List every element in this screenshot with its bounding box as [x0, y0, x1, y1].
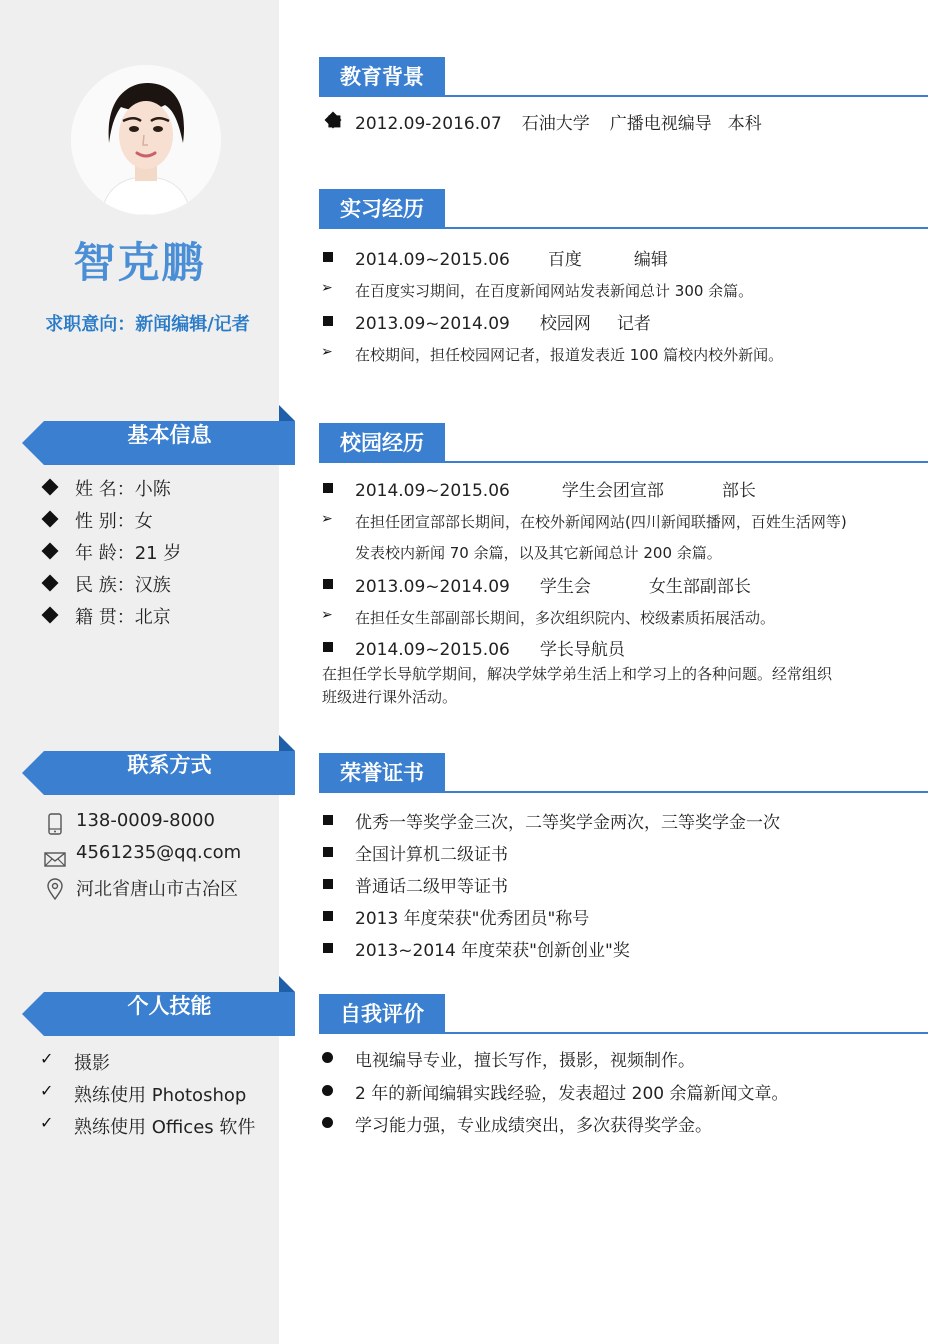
info-label: 年 龄： — [75, 543, 135, 564]
honor-item: 全国计算机二级证书 — [355, 845, 508, 865]
section-title: 校园经历 — [340, 431, 424, 455]
campus-period: 2014.09~2015.06 — [355, 481, 510, 501]
section-tab — [319, 994, 445, 1034]
skill-item: 摄影 — [74, 1053, 110, 1074]
section-title: 自我评价 — [340, 1002, 424, 1026]
info-row-gender — [42, 507, 153, 533]
diamond-bullet-icon — [42, 607, 59, 624]
diamond-bullet-icon — [42, 479, 59, 496]
section-rule — [445, 227, 928, 229]
contact-phone[interactable]: 138-0009-8000 — [76, 810, 215, 831]
square-bullet-icon — [323, 579, 333, 589]
section-rule — [445, 461, 928, 463]
info-label: 民 族： — [75, 575, 135, 596]
internship-desc-1: 在百度实习期间，在百度新闻网站发表新闻总计 300 余篇。 — [355, 282, 754, 300]
info-row-age — [42, 539, 181, 565]
campus-org: 学生会团宣部 — [561, 481, 664, 501]
campus-entry-1 — [355, 476, 756, 501]
info-label: 性 别： — [75, 511, 135, 532]
diamond-bullet-icon — [42, 575, 59, 592]
arrow-bullet-icon: ➢ — [321, 607, 333, 623]
portrait-photo — [71, 65, 221, 215]
contact-email[interactable]: 4561235@qq.com — [76, 842, 242, 863]
internship-org: 校园网 — [539, 314, 591, 334]
arrow-bullet-icon: ➢ — [321, 280, 333, 296]
ribbon-arrow — [22, 992, 44, 1036]
info-row-ethnicity — [42, 571, 171, 597]
section-tab — [319, 423, 445, 463]
info-row-name — [42, 475, 171, 501]
dot-bullet-icon — [322, 1085, 333, 1096]
campus-desc-1a: 在担任团宣部部长期间，在校外新闻网站(四川新闻联播网，百姓生活网等) — [355, 513, 847, 531]
campus-role: 部长 — [721, 481, 756, 501]
avatar — [71, 65, 221, 215]
honor-item: 2013 年度荣获"优秀团员"称号 — [355, 909, 590, 929]
internship-period: 2013.09~2014.09 — [355, 314, 510, 334]
internship-desc-2: 在校期间，担任校园网记者，报道发表近 100 篇校内校外新闻。 — [355, 346, 784, 364]
square-bullet-icon — [323, 879, 333, 889]
self-eval-item: 2 年的新闻编辑实践经验，发表超过 200 余篇新闻文章。 — [355, 1084, 789, 1104]
mail-icon — [44, 848, 66, 870]
section-header-honors — [319, 753, 928, 793]
campus-role: 女生部副部长 — [648, 577, 751, 597]
internship-org: 百度 — [547, 250, 582, 270]
phone-icon — [44, 813, 66, 835]
campus-role: 学长导航员 — [539, 640, 625, 660]
diamond-bullet-icon — [325, 112, 342, 129]
honor-item: 2013~2014 年度荣获"创新创业"奖 — [355, 941, 630, 961]
section-header-basic-info — [22, 410, 295, 454]
section-header-education — [319, 57, 928, 97]
section-header-self-evaluation — [319, 994, 928, 1034]
section-rule — [445, 1032, 928, 1034]
square-bullet-icon — [323, 815, 333, 825]
section-title: 荣誉证书 — [340, 761, 424, 785]
section-header-campus — [319, 423, 928, 463]
info-value: 女 — [134, 511, 153, 532]
ribbon-fold — [279, 976, 295, 992]
info-label: 姓 名： — [75, 479, 135, 500]
square-bullet-icon — [323, 252, 333, 262]
section-title: 实习经历 — [340, 197, 424, 221]
campus-org: 学生会 — [539, 577, 591, 597]
info-label: 籍 贯： — [75, 607, 135, 628]
checkmark-icon: ✓ — [40, 1113, 54, 1132]
campus-desc-3a: 在担任学长导航学期间，解决学妹学弟生活上和学习上的各种问题。经常组织 — [322, 665, 833, 683]
ribbon-fold — [279, 735, 295, 751]
internship-period: 2014.09~2015.06 — [355, 250, 510, 270]
education-degree: 本科 — [727, 114, 762, 134]
campus-entry-3 — [355, 635, 625, 660]
internship-role: 记者 — [616, 314, 651, 334]
campus-desc-2: 在担任女生部副部长期间，多次组织院内、校级素质拓展活动。 — [355, 609, 776, 627]
checkmark-icon: ✓ — [40, 1049, 54, 1068]
square-bullet-icon — [323, 911, 333, 921]
section-rule — [445, 95, 928, 97]
section-title: 个人技能 — [127, 994, 212, 1018]
honor-item: 普通话二级甲等证书 — [355, 877, 508, 897]
job-objective: 求职意向：新闻编辑/记者 — [45, 314, 250, 335]
skill-item: 熟练使用 Offices 软件 — [74, 1117, 256, 1138]
section-header-skills — [22, 981, 295, 1025]
square-bullet-icon — [323, 316, 333, 326]
education-entry — [355, 109, 762, 134]
campus-desc-1b: 发表校内新闻 70 余篇，以及其它新闻总计 200 余篇。 — [355, 544, 722, 562]
campus-period: 2013.09~2014.09 — [355, 577, 510, 597]
campus-period: 2014.09~2015.06 — [355, 640, 510, 660]
section-title: 基本信息 — [127, 423, 212, 447]
section-title: 教育背景 — [340, 65, 424, 89]
square-bullet-icon — [323, 483, 333, 493]
dot-bullet-icon — [322, 1117, 333, 1128]
ribbon-arrow — [22, 421, 44, 465]
ribbon-arrow — [22, 751, 44, 795]
info-value: 汉族 — [134, 575, 171, 596]
education-major: 广播电视编导 — [609, 114, 712, 134]
internship-entry-2 — [355, 309, 651, 334]
campus-entry-2 — [355, 572, 751, 597]
arrow-bullet-icon: ➢ — [321, 344, 333, 360]
self-eval-item: 学习能力强，专业成绩突出，多次获得奖学金。 — [355, 1116, 712, 1136]
campus-desc-3b: 班级进行课外活动。 — [322, 688, 458, 706]
section-header-contact — [22, 740, 295, 784]
checkmark-icon: ✓ — [40, 1081, 54, 1100]
dot-bullet-icon — [322, 1052, 333, 1063]
section-header-internship — [319, 189, 928, 229]
section-title: 联系方式 — [127, 753, 212, 777]
internship-entry-1 — [355, 245, 668, 270]
info-value: 小陈 — [134, 479, 171, 500]
section-tab — [319, 753, 445, 793]
honor-item: 优秀一等奖学金三次，二等奖学金两次，三等奖学金一次 — [355, 813, 780, 833]
education-school: 石油大学 — [521, 114, 590, 134]
square-bullet-icon — [323, 943, 333, 953]
education-period: 2012.09-2016.07 — [355, 114, 502, 134]
diamond-bullet-icon — [42, 511, 59, 528]
info-value: 北京 — [134, 607, 171, 628]
arrow-bullet-icon: ➢ — [321, 511, 333, 527]
section-tab — [319, 189, 445, 229]
info-row-hometown — [42, 603, 171, 629]
skill-item: 熟练使用 Photoshop — [74, 1085, 247, 1106]
candidate-name: 智克鹏 — [73, 238, 206, 287]
location-icon — [44, 878, 66, 900]
section-tab — [319, 57, 445, 97]
diamond-bullet-icon — [42, 543, 59, 560]
self-eval-item: 电视编导专业，擅长写作，摄影，视频制作。 — [355, 1051, 695, 1071]
square-bullet-icon — [323, 642, 333, 652]
section-rule — [445, 791, 928, 793]
internship-role: 编辑 — [633, 250, 668, 270]
square-bullet-icon — [323, 847, 333, 857]
contact-address: 河北省唐山市古冶区 — [76, 879, 238, 900]
info-value: 21 岁 — [134, 543, 182, 564]
ribbon-fold — [279, 405, 295, 421]
